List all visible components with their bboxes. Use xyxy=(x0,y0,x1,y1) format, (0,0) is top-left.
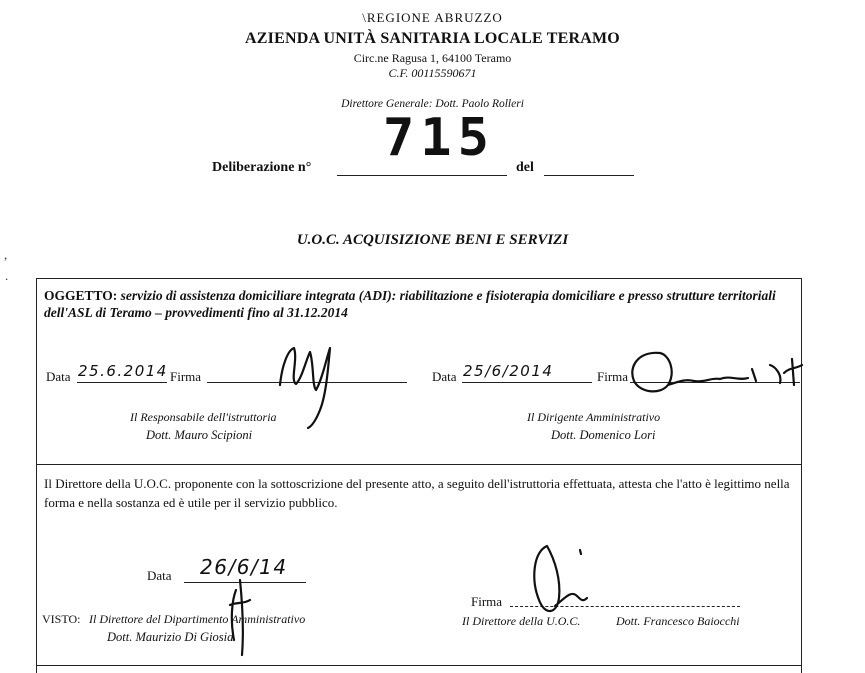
subject-label: OGGETTO: xyxy=(44,288,118,303)
right-signer-name: Dott. Domenico Lori xyxy=(551,428,656,442)
region-heading: \REGIONE ABRUZZO xyxy=(362,10,503,25)
left-signer-name: Dott. Mauro Scipioni xyxy=(146,428,253,442)
bottom-date-value: 26/6/14 xyxy=(200,555,288,579)
address-line: Circ.ne Ragusa 1, 64100 Teramo xyxy=(353,51,512,65)
section-divider xyxy=(36,464,802,465)
left-date-label: Data xyxy=(46,369,71,384)
right-date-line xyxy=(462,382,592,383)
tax-code-line: C.F. 00115590671 xyxy=(388,66,477,80)
margin-mark: , xyxy=(4,247,8,262)
director-role: Il Direttore della U.O.C. xyxy=(462,614,581,628)
bottom-date-label: Data xyxy=(147,568,172,583)
right-date-label: Data xyxy=(432,369,457,384)
left-signer-role: Il Responsabile dell'istruttoria xyxy=(130,410,277,424)
margin-mark: . xyxy=(5,268,9,283)
visto-name: Dott. Maurizio Di Giosia xyxy=(107,630,234,644)
visto-role: Il Direttore del Dipartimento Amministrativo xyxy=(89,612,306,626)
director-name: Dott. Francesco Baiocchi xyxy=(616,614,740,628)
deliberation-number-line xyxy=(337,175,507,176)
deliberation-date-line xyxy=(544,175,634,176)
asl-heading: AZIENDA UNITÀ SANITARIA LOCALE TERAMO xyxy=(245,30,620,47)
left-date-value: 25.6.2014 xyxy=(78,362,168,380)
visto-signature xyxy=(222,560,262,660)
visto-label: VISTO: xyxy=(42,612,81,626)
bottom-sign-label: Firma xyxy=(471,594,503,609)
section-divider xyxy=(36,665,802,666)
deliberation-date-label: del xyxy=(516,160,534,175)
director-general-line: Direttore Generale: Dott. Paolo Rolleri xyxy=(341,98,524,110)
subject-text: servizio di assistenza domiciliare integrata (ADI): riabilitazione e fisioterapia domiciliare e presso strutture territoriali dell'ASL di Teramo – provvedimenti fino al 31.12.2014 xyxy=(44,288,776,320)
right-date-value: 25/6/2014 xyxy=(463,362,554,380)
subject-block xyxy=(44,287,800,321)
left-date-line xyxy=(77,382,167,383)
left-sign-label: Firma xyxy=(170,369,202,384)
deliberation-label: Deliberazione n° xyxy=(212,160,312,175)
department-title: U.O.C. ACQUISIZIONE BENI E SERVIZI xyxy=(296,232,569,248)
attestation-text: Il Direttore della U.O.C. proponente con la sottoscrizione del presente atto, a seguito dell'istruttoria effettuata, attesta che l'atto è legittimo nella forma e nella sostanza ed è utile per il servizio pubblico. xyxy=(44,476,790,510)
deliberation-number: 715 xyxy=(383,108,495,168)
left-signature xyxy=(270,340,340,430)
right-signer-role: Il Dirigente Amministrativo xyxy=(527,410,661,424)
right-sign-label: Firma xyxy=(597,369,629,384)
right-signature xyxy=(620,345,810,400)
